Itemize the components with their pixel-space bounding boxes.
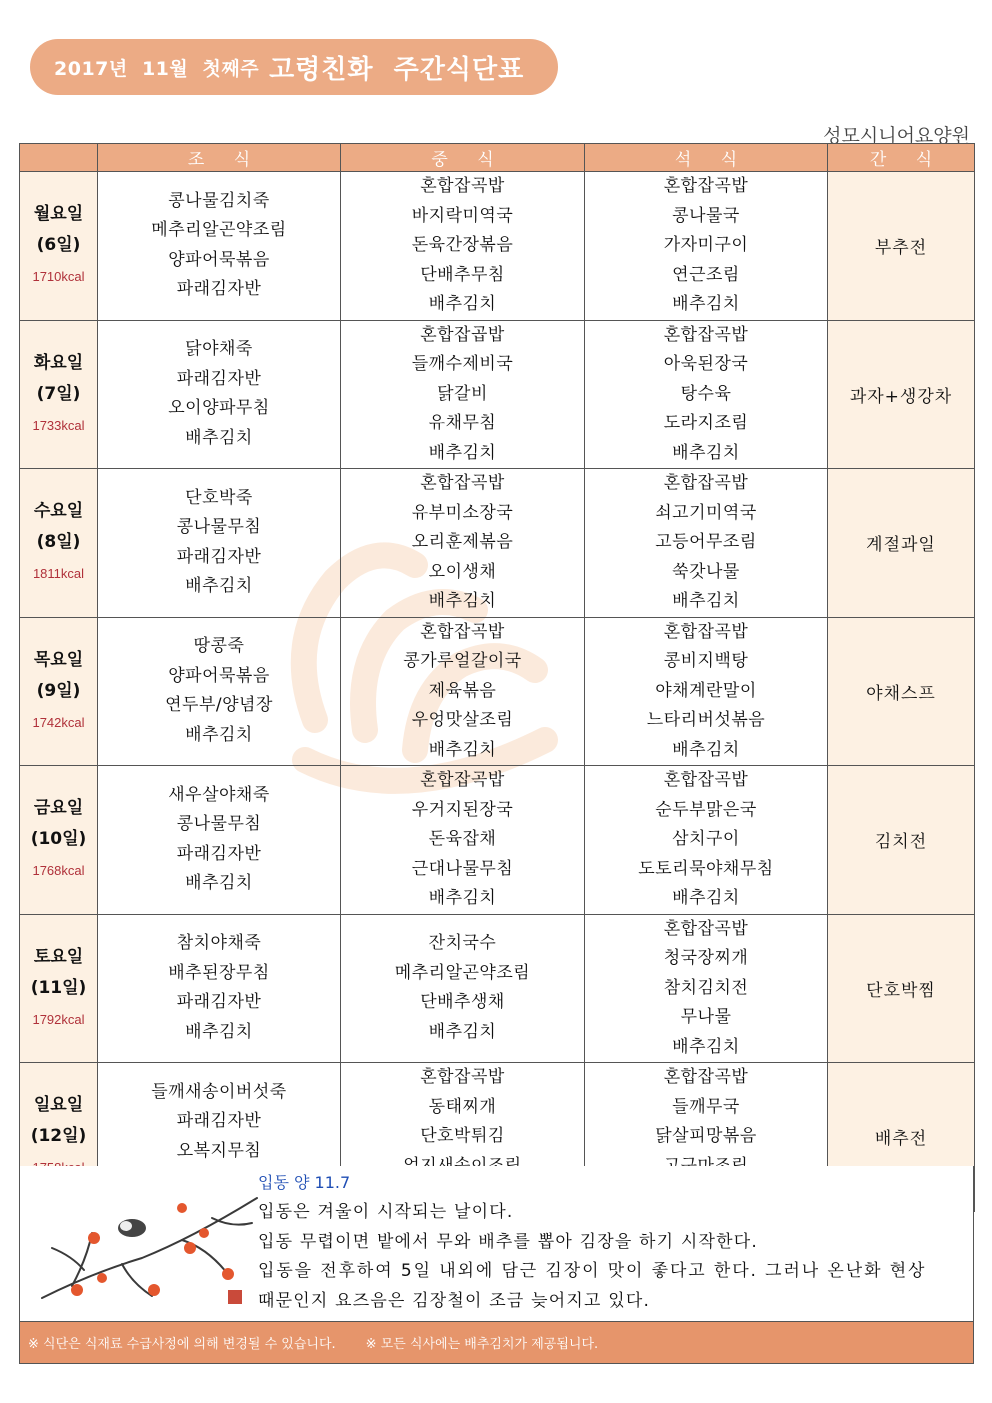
menu-item: 들깨새송이버섯죽 bbox=[151, 1081, 287, 1102]
organization-name: 성모시니어요양원 bbox=[823, 125, 970, 144]
menu-item: 우엉맛살조림 bbox=[411, 710, 514, 730]
menu-item: 동태찌개 bbox=[428, 1096, 497, 1117]
day-date: (10일) bbox=[30, 829, 87, 850]
table-header-row bbox=[20, 144, 975, 172]
lunch-cell bbox=[341, 617, 585, 766]
menu-item: 무나물 bbox=[680, 1007, 732, 1027]
menu-item: 돈육잡채 bbox=[428, 829, 497, 849]
day-date: (12일) bbox=[30, 1126, 87, 1147]
menu-item: 배추김치 bbox=[185, 427, 253, 448]
table-row bbox=[20, 469, 975, 618]
menu-item: 배추김치 bbox=[672, 1036, 740, 1057]
table-row bbox=[20, 766, 975, 915]
menu-item: 야채계란말이 bbox=[655, 680, 757, 701]
menu-item: 제육볶음 bbox=[428, 680, 497, 701]
menu-item: 배추된장무침 bbox=[168, 962, 270, 983]
seasonal-note-text bbox=[258, 1168, 968, 1316]
day-cell bbox=[20, 320, 98, 469]
table-row bbox=[20, 320, 975, 469]
menu-item: 배추김치 bbox=[672, 739, 740, 760]
title-prefix: 2017년 11월 첫째주 bbox=[54, 57, 260, 80]
breakfast-cell bbox=[98, 766, 341, 915]
day-cell bbox=[20, 172, 98, 321]
dinner-cell bbox=[585, 469, 828, 618]
menu-item: 가자미구이 bbox=[663, 235, 749, 255]
day-kcal: 1768kcal bbox=[32, 863, 85, 879]
menu-item: 콩비지백탕 bbox=[663, 651, 749, 671]
menu-item: 배추김치 bbox=[428, 442, 497, 463]
menu-item: 오리훈제볶음 bbox=[411, 532, 514, 552]
menu-item: 혼합잡곡밥 bbox=[663, 621, 749, 642]
dinner-cell bbox=[585, 172, 828, 321]
menu-item: 배추김치 bbox=[428, 294, 497, 314]
menu-item: 우거지된장국 bbox=[411, 799, 514, 820]
day-kcal: 1742kcal bbox=[32, 714, 85, 730]
day-name: 토요일 bbox=[33, 946, 84, 967]
day-date: (8일) bbox=[36, 532, 81, 553]
menu-item: 청국장찌개 bbox=[663, 948, 749, 968]
snack-cell: 계절과일 bbox=[828, 469, 975, 618]
menu-item: 닭갈비 bbox=[437, 383, 488, 404]
lunch-cell bbox=[341, 914, 585, 1063]
menu-item: 파래김자반 bbox=[176, 279, 262, 300]
menu-item: 파래김자반 bbox=[176, 843, 262, 864]
menu-item: 들깨무국 bbox=[672, 1096, 740, 1117]
menu-item: 돈육간장볶음 bbox=[411, 235, 514, 255]
menu-item: 오이생채 bbox=[428, 561, 497, 582]
menu-item: 혼합잡곡밥 bbox=[663, 770, 749, 790]
note-line: 때문인지 요즈음은 김장철이 조금 늦어지고 있다. bbox=[258, 1290, 651, 1311]
menu-item: 배추김치 bbox=[428, 888, 497, 908]
day-cell bbox=[20, 469, 98, 618]
menu-item: 파래김자반 bbox=[176, 992, 262, 1013]
menu-item: 혼합잡곡밥 bbox=[663, 176, 749, 196]
menu-item: 잔치국수 bbox=[428, 933, 497, 954]
column-header-snack: 간 식 bbox=[828, 144, 975, 172]
menu-item: 유채무침 bbox=[428, 413, 497, 433]
menu-item: 쑥갓나물 bbox=[672, 561, 740, 582]
menu-item: 파래김자반 bbox=[176, 1111, 262, 1132]
note-line: 입동은 겨울이 시작되는 날이다. bbox=[258, 1202, 514, 1222]
day-name: 화요일 bbox=[33, 352, 84, 373]
menu-item: 탕수육 bbox=[680, 383, 732, 404]
menu-item: 단호박튀김 bbox=[420, 1126, 505, 1146]
table-row bbox=[20, 172, 975, 321]
menu-item: 유부미소장국 bbox=[411, 502, 514, 523]
snack-cell: 김치전 bbox=[828, 766, 975, 915]
lunch-cell bbox=[341, 469, 585, 618]
day-date: (9일) bbox=[36, 680, 81, 701]
breakfast-cell bbox=[98, 469, 341, 618]
day-cell bbox=[20, 914, 98, 1063]
menu-item: 아욱된장국 bbox=[663, 354, 749, 374]
dinner-cell bbox=[585, 320, 828, 469]
column-header-dinner: 석 식 bbox=[585, 144, 828, 172]
menu-item: 콩나물무침 bbox=[176, 517, 262, 538]
menu-item: 배추김치 bbox=[185, 576, 253, 597]
menu-item: 오복지무침 bbox=[176, 1140, 262, 1161]
day-name: 수요일 bbox=[33, 501, 84, 522]
dinner-cell bbox=[585, 914, 828, 1063]
breakfast-cell bbox=[98, 172, 341, 321]
day-cell bbox=[20, 617, 98, 766]
menu-item: 단배추무침 bbox=[420, 264, 505, 285]
dinner-cell bbox=[585, 766, 828, 915]
menu-item: 혼합잡곡밥 bbox=[420, 1067, 505, 1087]
menu-item: 혼합잡곡밥 bbox=[420, 473, 505, 493]
menu-item: 콩나물국 bbox=[672, 205, 740, 226]
menu-item: 닭야채죽 bbox=[185, 339, 253, 360]
menu-item: 참치야채죽 bbox=[176, 933, 262, 954]
table-row bbox=[20, 914, 975, 1063]
day-kcal: 1733kcal bbox=[32, 417, 85, 433]
menu-item: 혼합잡곡밥 bbox=[663, 324, 749, 345]
menu-item: 배추김치 bbox=[185, 724, 253, 745]
menu-item: 배추김치 bbox=[672, 591, 740, 611]
day-date: (7일) bbox=[36, 383, 81, 404]
lunch-cell bbox=[341, 320, 585, 469]
snack-cell: 부추전 bbox=[828, 172, 975, 321]
menu-item: 도토리묵야채무침 bbox=[638, 858, 774, 879]
menu-item: 혼합잡곡밥 bbox=[663, 473, 749, 493]
menu-item: 오이양파무침 bbox=[168, 398, 270, 419]
persimmon-branch-painting bbox=[32, 1178, 264, 1310]
column-header-day bbox=[20, 144, 98, 172]
snack-cell: 단호박찜 bbox=[828, 914, 975, 1063]
snack-cell: 야채스프 bbox=[828, 617, 975, 766]
menu-item: 혼합잡곡밥 bbox=[420, 176, 505, 196]
menu-item: 단호박죽 bbox=[185, 487, 253, 508]
seasonal-note-box bbox=[19, 1166, 974, 1322]
day-name: 금요일 bbox=[33, 798, 84, 819]
table-row bbox=[20, 617, 975, 766]
menu-item: 배추김치 bbox=[185, 873, 253, 894]
menu-item: 혼합잡곡밥 bbox=[663, 1067, 749, 1087]
day-date: (11일) bbox=[30, 977, 87, 998]
footer-notice-kimchi: ※ 모든 식사에는 배추김치가 제공됩니다. bbox=[365, 1337, 599, 1352]
breakfast-cell bbox=[98, 914, 341, 1063]
footer-notice-bar bbox=[19, 1322, 974, 1364]
lunch-cell bbox=[341, 172, 585, 321]
menu-item: 느타리버섯볶음 bbox=[646, 710, 766, 730]
menu-item: 순두부맑은국 bbox=[655, 799, 757, 820]
menu-item: 혼합잡곡밥 bbox=[420, 621, 505, 642]
menu-item: 콩가루얼갈이국 bbox=[403, 651, 522, 671]
day-name: 일요일 bbox=[33, 1095, 84, 1116]
menu-item: 배추김치 bbox=[672, 442, 740, 463]
menu-item: 삼치구이 bbox=[672, 829, 740, 849]
lunch-cell bbox=[341, 766, 585, 915]
menu-item: 배추김치 bbox=[428, 591, 497, 611]
menu-item: 단배추생채 bbox=[420, 992, 505, 1013]
menu-item: 메추리알곤약조림 bbox=[394, 962, 531, 983]
menu-item: 배추김치 bbox=[428, 1021, 497, 1042]
day-kcal: 1792kcal bbox=[32, 1011, 85, 1027]
menu-item: 배추김치 bbox=[428, 739, 497, 760]
menu-item: 메추리알곤약조림 bbox=[151, 220, 287, 241]
menu-item: 양파어묵볶음 bbox=[168, 665, 270, 686]
day-name: 월요일 bbox=[33, 204, 84, 225]
snack-cell: 과자+생강차 bbox=[828, 320, 975, 469]
menu-item: 연근조림 bbox=[672, 264, 740, 285]
menu-item: 콩나물무침 bbox=[176, 814, 262, 835]
menu-item: 혼합잡곱밥 bbox=[420, 324, 505, 345]
day-name: 목요일 bbox=[33, 649, 84, 670]
breakfast-cell bbox=[98, 320, 341, 469]
page-title: 고령친화 주간식단표 bbox=[269, 54, 525, 85]
menu-item: 땅콩죽 bbox=[193, 636, 245, 657]
menu-item: 근대나물무침 bbox=[411, 858, 514, 879]
menu-item: 도라지조림 bbox=[663, 413, 749, 433]
menu-item: 고등어무조림 bbox=[655, 532, 757, 552]
title-banner bbox=[30, 39, 558, 95]
menu-item: 닭살피망볶음 bbox=[655, 1126, 757, 1146]
menu-item: 콩나물김치죽 bbox=[168, 190, 270, 211]
snack-cell: 배추전 bbox=[828, 1063, 975, 1212]
day-date: (6일) bbox=[36, 235, 81, 256]
day-kcal: 1710kcal bbox=[32, 269, 85, 285]
menu-item: 혼합잡곡밥 bbox=[420, 770, 505, 790]
weekly-menu-table bbox=[19, 143, 975, 1212]
note-line: 입동을 전후하여 5일 내외에 담근 김장이 맛이 좋다고 한다. 그러나 온난화 현상 bbox=[258, 1261, 927, 1281]
menu-item: 연두부/양념장 bbox=[165, 695, 273, 716]
menu-item: 배추김치 bbox=[672, 294, 740, 314]
menu-item: 바지락미역국 bbox=[411, 205, 514, 226]
footer-notice-menu-change: ※ 식단은 식재료 수급사정에 의해 변경될 수 있습니다. bbox=[28, 1337, 336, 1352]
menu-item: 파래김자반 bbox=[176, 368, 262, 389]
menu-item: 배추김치 bbox=[185, 1021, 253, 1042]
breakfast-cell bbox=[98, 617, 341, 766]
menu-item: 파래김자반 bbox=[176, 546, 262, 567]
day-kcal: 1811kcal bbox=[32, 566, 85, 582]
menu-item: 혼합잡곡밥 bbox=[663, 918, 749, 939]
menu-item: 참치김치전 bbox=[663, 977, 749, 998]
note-line: 입동 무렵이면 밭에서 무와 배추를 뽑아 김장을 하기 시작한다. bbox=[258, 1231, 758, 1252]
menu-item: 새우살야채죽 bbox=[168, 784, 270, 805]
menu-item: 들깨수제비국 bbox=[411, 354, 514, 374]
day-cell bbox=[20, 766, 98, 915]
column-header-breakfast: 조 식 bbox=[98, 144, 341, 172]
menu-item: 배추김치 bbox=[672, 888, 740, 908]
menu-item: 양파어묵볶음 bbox=[168, 249, 270, 270]
column-header-lunch: 중 식 bbox=[341, 144, 585, 172]
dinner-cell bbox=[585, 617, 828, 766]
note-heading: 입동 양 11.7 bbox=[258, 1173, 351, 1192]
menu-item: 쇠고기미역국 bbox=[655, 502, 757, 523]
